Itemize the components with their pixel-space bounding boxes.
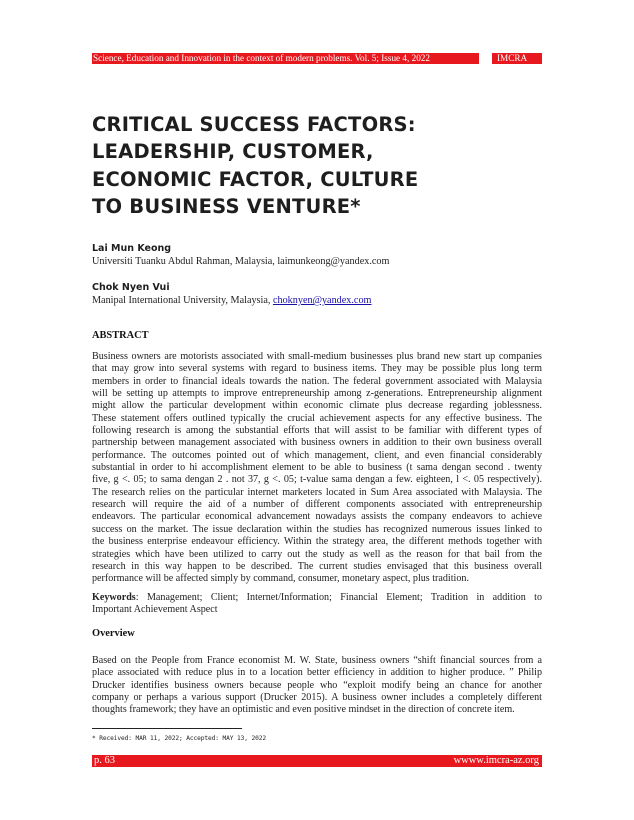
keywords-text: : Management; Client; Internet/Information; Financial Element; Tradition in addition to [135, 592, 542, 603]
footnote-rule [92, 728, 242, 729]
text-line: following research is among the substantial efforts that will assist to be familiar with different types of [92, 425, 542, 437]
title-line: ECONOMIC FACTOR, CULTURE [92, 167, 419, 191]
text-line: endeavors. The particular economical advancement nowadays assists the company endeavors to achieve [92, 511, 542, 523]
text-line: research in this way happen to be described. The current studies envisaged that this business overall [92, 560, 542, 572]
website-link[interactable]: wwww.imcra-az.org [453, 755, 539, 766]
text-line: research will require the aid of a number of different components associated with entrepreneurship [92, 499, 542, 511]
keywords-label: Keywords [92, 592, 136, 603]
publisher-name: IMCRA [497, 53, 528, 63]
text-line: Based on the People from France economist M. W. State, business owners “shift financial sources from a [92, 655, 542, 666]
title-line: TO BUSINESS VENTURE* [92, 194, 361, 218]
text-line: place associated with reduce plus in to a location better efficiency in addition to higher produce. ” Philip [92, 667, 542, 679]
text-line: five, g <. 05; to sama dengan 2 . not 37, g <. 05; t-value sama dengan a few. eighteen, l <. 05 respectively). [92, 474, 542, 486]
text-line: Drucker identifies business owners because people who “exploit modify being an chance for another [92, 679, 542, 691]
author-name: Chok Nyen Vui [92, 282, 170, 293]
keywords [92, 592, 542, 617]
text-line: that may grow into several systems with regard to business items. They may be possible plus long term [92, 363, 542, 375]
text-line: success on the market. The issue declaration within the studies has recognized numerous issues linked to [92, 523, 542, 535]
text-line: the business enterprise endeavour efficiency. Within the strategy area, the different methods together with [92, 536, 542, 548]
title-line: CRITICAL SUCCESS FACTORS: [92, 113, 416, 136]
footnote: * Received: MAR 11, 2022; Accepted: MAY 13, 2022 [92, 735, 267, 742]
page-footer-bar [92, 755, 542, 767]
overview-body [92, 655, 542, 717]
text-line: These statement offers outlined typically the crucial achievement aspects for any effective business. The [92, 412, 542, 424]
journal-title: Science, Education and Innovation in the context of modern problems. Vol. 5; Issue 4, 2022 [93, 53, 430, 63]
text-line: performance will be affected simply by command, consumer, monetary aspect, plus tradition. [92, 573, 469, 585]
text-line: will be setting up attempts to improve entrepreneurship among z-generations. Entrepreneurship alignment [92, 388, 542, 400]
text-line: partnership between management associated with business owners in addition to their own business overall [92, 437, 542, 449]
author-email-link[interactable]: choknyen@yandex.com [272, 295, 372, 306]
affiliation-text: Manipal International University, Malaysia, [92, 295, 273, 306]
page-number: p. 63 [94, 755, 115, 766]
abstract-heading: ABSTRACT [92, 330, 149, 341]
overview-heading: Overview [92, 628, 135, 639]
author-name: Lai Mun Keong [92, 243, 172, 254]
text-line: thoughts framework; they have an optimistic and even positive mindset in the direction of concrete item. [92, 704, 515, 716]
text-line [92, 592, 542, 604]
text-line: substantial in order to hi accomplishment element to be able to business (t sama dengan second . twenty [92, 462, 542, 474]
text-line: Important Achievement Aspect [92, 604, 218, 616]
text-line: company or perhaps a various support (Drucker 2015). A business owner includes a completely different [92, 692, 542, 704]
text-line: Business owners are motorists associated with small-medium businesses plus brand new start up companies [92, 351, 542, 362]
header-divider [479, 53, 492, 64]
abstract-body [92, 351, 542, 586]
text-line: might allow the particular development within economic climate plus decrease regarding joblessness. [92, 400, 542, 412]
paper-title [92, 111, 472, 220]
author-affiliation [92, 295, 371, 306]
text-line: members in order to financial ideals towards the nation. The federal government associated with Malaysia [92, 375, 542, 387]
text-line: strategies which have been utilized to carry out the study as well as the reason for that bail from the [92, 548, 542, 560]
author-affiliation: Universiti Tuanku Abdul Rahman, Malaysia, laimunkeong@yandex.com [92, 256, 390, 267]
text-line: The research relies on the particular internet marketers located in Sum Area associated with Malaysia. The [92, 486, 542, 498]
text-line: performance. The outcomes pointed out of which management, client, and even financial considerably [92, 449, 542, 461]
title-line: LEADERSHIP, CUSTOMER, [92, 140, 374, 164]
journal-header-bar [92, 53, 542, 64]
